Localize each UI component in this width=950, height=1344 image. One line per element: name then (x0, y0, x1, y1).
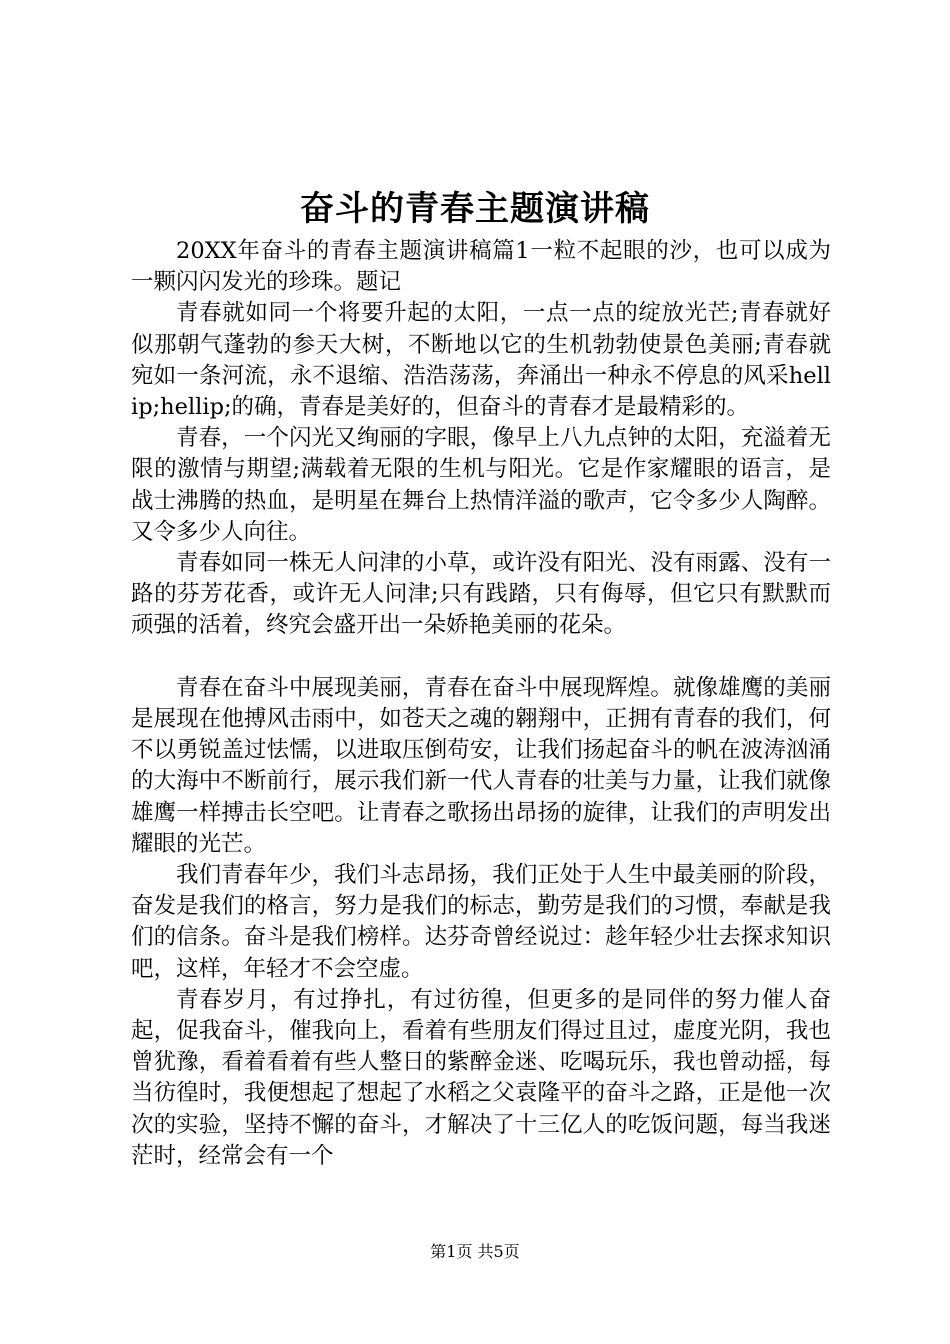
blank-line (131, 642, 831, 673)
paragraph: 青春如同一株无人问津的小草，或许没有阳光、没有雨露、没有一路的芬芳花香，或许无人问津;只有践踏，只有侮辱，但它只有默默而顽强的活着，终究会盛开出一朵娇艳美丽的花朵。 (131, 550, 831, 639)
page-footer: 第1页 共5页 (430, 1242, 520, 1261)
paragraph: 青春，一个闪光又绚丽的字眼，像早上八九点钟的太阳，充溢着无限的激情与期望;满载着无限的生机与阳光。它是作家耀眼的语言，是战士沸腾的热血，是明星在舞台上热情洋溢的歌声，它令多少人陶醉。又令多少人向往。 (131, 425, 831, 545)
paragraph: 青春岁月，有过挣扎，有过彷徨，但更多的是同伴的努力催人奋起，促我奋斗，催我向上，看着有些朋友们得过且过，虚度光阴，我也曾犹豫，看着看着有些人整日的紫醉金迷、吃喝玩乐，我也曾动摇，每当彷徨时，我便想起了想起了水稻之父袁隆平的奋斗之路，正是他一次次的实验，坚持不懈的奋斗，才解决了十三亿人的吃饭问题，每当我迷茫时，经常会有一个 (131, 986, 831, 1169)
paragraph: 20XX年奋斗的青春主题演讲稿篇1一粒不起眼的沙，也可以成为一颗闪闪发光的珍珠。题记 (131, 238, 831, 296)
paragraph: 青春就如同一个将要升起的太阳，一点一点的绽放光芒;青春就好似那朝气蓬勃的参天大树，不断地以它的生机勃勃使景色美丽;青春就宛如一条河流，永不退缩、浩浩荡荡，奔涌出一种永不停息的风采hellip;hellip;的确，青春是美好的，但奋斗的青春才是最精彩的。 (131, 300, 831, 421)
document-title: 奋斗的青春主题演讲稿 (300, 189, 650, 229)
document-body (131, 236, 831, 1172)
paragraph: 青春在奋斗中展现美丽，青春在奋斗中展现辉煌。就像雄鹰的美丽是展现在他搏风击雨中，如苍天之魂的翱翔中，正拥有青春的我们，何不以勇锐盖过怯懦，以进取压倒苟安，让我们扬起奋斗的帆在波涛汹涌的大海中不断前行，展示我们新一代人青春的壮美与力量，让我们就像雄鹰一样搏击长空吧。让青春之歌扬出昂扬的旋律，让我们的声明发出耀眼的光芒。 (131, 674, 831, 857)
paragraph: 我们青春年少，我们斗志昂扬，我们正处于人生中最美丽的阶段，奋发是我们的格言，努力是我们的标志，勤劳是我们的习惯，奉献是我们的信条。奋斗是我们榜样。达芬奇曾经说过：趁年轻少壮去探求知识吧，这样，年轻才不会空虚。 (131, 862, 831, 982)
